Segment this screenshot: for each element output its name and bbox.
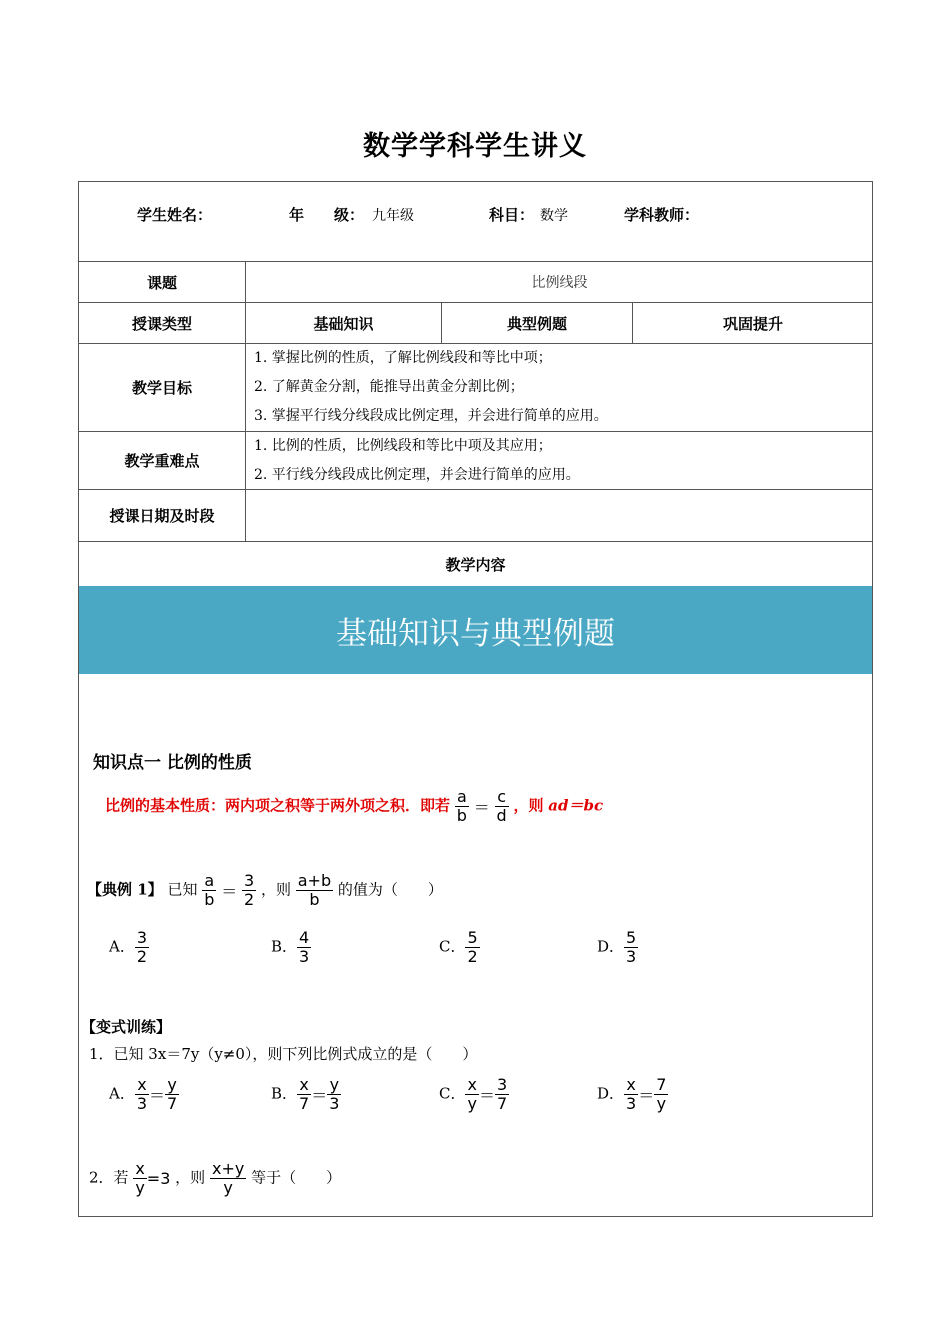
lesson-type-examples: 典型例题: [442, 303, 633, 343]
goals-label: 教学目标: [79, 344, 246, 431]
schedule-value: [246, 490, 873, 541]
rule-result: ad＝bc: [548, 796, 604, 815]
fraction-a-plus-b-over-b: $\frac{a+b}{b}$: [297, 871, 332, 909]
option-letter: C．: [439, 937, 466, 956]
lesson-type-row: [79, 303, 872, 344]
practice-question-2: [89, 1160, 341, 1197]
page-title: 数学学科学生讲义: [363, 131, 587, 162]
knowledge-point-heading: 知识点一 比例的性质: [93, 753, 252, 773]
equals-sign: ＝: [149, 1086, 166, 1105]
practice-option-b[interactable]: [271, 1076, 341, 1113]
fraction-a-over-b: $\frac{a}{b}$: [456, 787, 467, 825]
subject-label: 科目：: [489, 206, 535, 224]
goals-row: [79, 344, 872, 432]
equals-sign: ＝: [311, 1086, 328, 1105]
option-fraction: $\frac{4}{3}$: [299, 928, 310, 966]
example-1-question: [87, 872, 443, 909]
option-letter: B．: [271, 1084, 298, 1103]
rule-text: 比例的基本性质：两内项之积等于两外项之积．即若: [105, 796, 451, 815]
topic-value: 比例线段: [531, 275, 588, 291]
practice-label: 【变式训练】: [81, 1018, 172, 1036]
fraction-x-plus-y-over-y: $\frac{x+y}{y}$: [211, 1159, 245, 1197]
option-letter: C．: [439, 1084, 466, 1103]
question-suffix: 等于（ ）: [251, 1168, 342, 1187]
section-banner: 基础知识与典型例题: [79, 586, 872, 674]
schedule-label: 授课日期及时段: [79, 490, 246, 541]
content-label-row: [79, 542, 872, 586]
lesson-type-practice: 巩固提升: [722, 314, 783, 333]
goals-list: [246, 344, 873, 431]
grade-value: 九年级: [372, 208, 414, 224]
key-points-row: [79, 432, 872, 490]
equals-sign: ＝: [638, 1086, 655, 1105]
equals-sign: ＝: [473, 798, 490, 817]
practice-option-c[interactable]: [439, 1076, 509, 1113]
grade-label: 年 级：: [289, 206, 365, 224]
info-row: [79, 182, 872, 262]
topic-row: [79, 262, 872, 303]
option-letter: A．: [109, 1084, 135, 1103]
goal-item: 1. 掌握比例的性质，了解比例线段和等比中项；: [254, 350, 552, 366]
option-fraction: $\frac{y}{3}$: [329, 1075, 340, 1113]
lesson-type-basic: 基础知识: [246, 303, 442, 343]
option-fraction: $\frac{x}{3}$: [626, 1075, 637, 1113]
fraction-3-over-2: $\frac{3}{2}$: [243, 871, 255, 909]
example-suffix: 的值为（ ）: [337, 880, 443, 899]
example-option-b[interactable]: [271, 929, 311, 966]
lesson-type-label: 授课类型: [79, 303, 246, 343]
key-point-item: 1. 比例的性质，比例线段和等比中项及其应用；: [254, 438, 552, 454]
option-fraction: $\frac{x}{3}$: [136, 1075, 148, 1113]
equals-three: =3: [146, 1169, 171, 1188]
practice-question-1: 1．已知 3x＝7y（y≠0），则下列比例式成立的是（ ）: [89, 1045, 478, 1063]
fraction-c-over-d: $\frac{c}{d}$: [496, 787, 507, 825]
option-fraction: $\frac{x}{y}$: [467, 1075, 477, 1113]
goal-item: 2. 了解黄金分割，能推导出黄金分割比例；: [254, 379, 524, 395]
practice-option-d[interactable]: [597, 1076, 668, 1113]
student-name-label: 学生姓名：: [137, 206, 213, 224]
example-option-c[interactable]: [439, 929, 480, 966]
question-mid: ，则: [175, 1168, 206, 1187]
option-fraction: $\frac{x}{7}$: [299, 1075, 310, 1113]
example-option-d[interactable]: [597, 929, 638, 966]
question-prefix: 2．若: [89, 1168, 129, 1187]
option-fraction: $\frac{5}{2}$: [467, 928, 478, 966]
option-fraction: $\frac{y}{7}$: [167, 1075, 178, 1113]
option-letter: A．: [109, 937, 135, 956]
lesson-sheet: [78, 181, 873, 1217]
key-points-label: 教学重难点: [79, 432, 246, 489]
example-mid: ，则: [260, 880, 291, 899]
key-points-list: [246, 432, 873, 489]
practice-option-a[interactable]: [109, 1076, 179, 1113]
option-letter: D．: [597, 937, 625, 956]
schedule-row: [79, 490, 872, 542]
key-point-item: 2. 平行线分线段成比例定理，并会进行简单的应用。: [254, 467, 580, 483]
fraction-a-over-b: $\frac{a}{b}$: [204, 871, 215, 909]
option-fraction: $\frac{5}{3}$: [626, 928, 637, 966]
option-fraction: $\frac{3}{2}$: [136, 928, 148, 966]
option-fraction: $\frac{3}{7}$: [496, 1075, 508, 1113]
fraction-x-over-y: $\frac{x}{y}$: [135, 1159, 145, 1197]
teacher-label: 学科教师：: [624, 206, 700, 224]
rule-tail: ，则: [513, 796, 544, 815]
example-prefix: 已知: [167, 880, 198, 899]
proportion-rule: [105, 788, 603, 825]
option-letter: B．: [271, 937, 298, 956]
example-label: 【典例 1】: [87, 880, 163, 899]
option-fraction: $\frac{7}{y}$: [656, 1075, 667, 1113]
example-option-a[interactable]: [109, 929, 149, 966]
option-letter: D．: [597, 1084, 625, 1103]
equals-sign: ＝: [221, 882, 238, 901]
topic-label: 课题: [79, 262, 246, 302]
subject-value: 数学: [540, 208, 568, 224]
content-label: 教学内容: [445, 555, 506, 574]
equals-sign: ＝: [478, 1086, 495, 1105]
goal-item: 3. 掌握平行线分线段成比例定理，并会进行简单的应用。: [254, 408, 608, 424]
